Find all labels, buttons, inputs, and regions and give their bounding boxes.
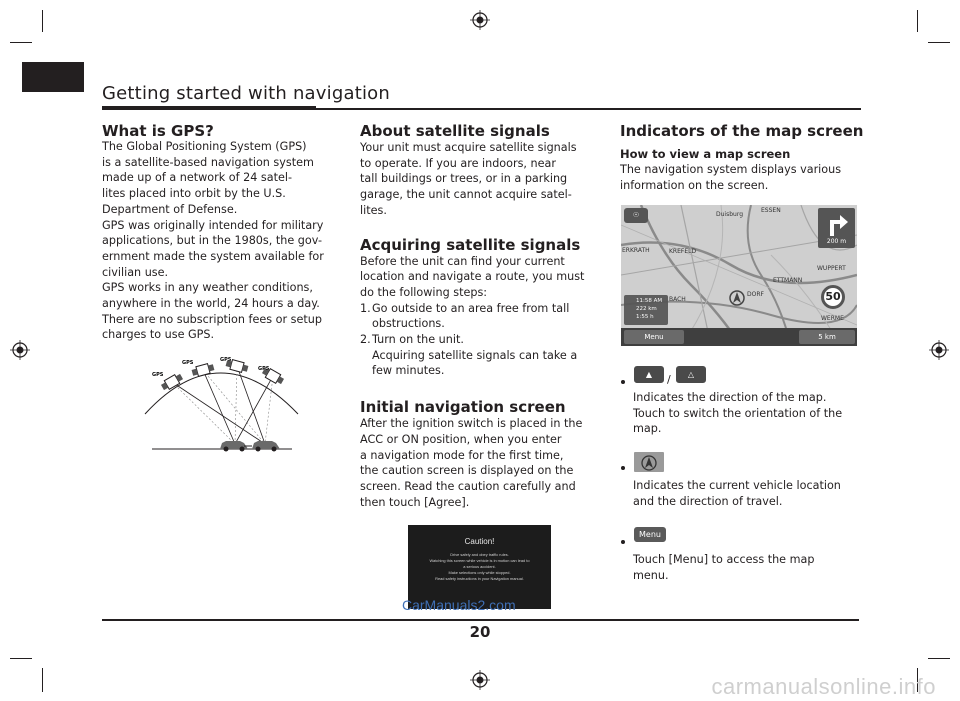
body-line: and the direction of travel. bbox=[633, 494, 783, 508]
body-line: a navigation mode for the first time, bbox=[360, 448, 564, 462]
step-number: 2. bbox=[360, 333, 371, 347]
step-number: 1. bbox=[360, 301, 371, 315]
footer-rule bbox=[102, 619, 859, 621]
crop-mark bbox=[928, 42, 950, 43]
crop-mark bbox=[917, 10, 918, 32]
turn-distance: 200 m bbox=[826, 238, 847, 245]
caution-line: a serious accident. bbox=[463, 564, 496, 569]
car-icon bbox=[252, 441, 280, 452]
crop-mark bbox=[10, 42, 32, 43]
map-place-label: Duisburg bbox=[716, 211, 743, 218]
registration-mark-icon bbox=[10, 340, 30, 360]
satellite-section bbox=[360, 122, 604, 510]
gps-label: GPS bbox=[220, 357, 232, 363]
body-line: few minutes. bbox=[372, 364, 445, 378]
menu-button-icon: Menu bbox=[634, 527, 666, 542]
map-place-label: DORF bbox=[747, 291, 764, 298]
chapter-tab bbox=[22, 62, 84, 92]
section-heading: Initial navigation screen bbox=[360, 398, 566, 417]
crop-mark bbox=[42, 10, 43, 32]
map-place-label: WERME bbox=[821, 315, 844, 322]
body-line: Acquiring satellite signals can take a bbox=[372, 348, 578, 362]
body-line: Turn on the unit. bbox=[372, 333, 464, 347]
crop-mark bbox=[42, 668, 43, 692]
map-place-label: ESSEN bbox=[761, 207, 781, 214]
body-line: ernment made the system available for bbox=[102, 249, 324, 263]
body-line: map. bbox=[633, 422, 662, 436]
body-line: charges to use GPS. bbox=[102, 328, 215, 342]
body-line: Before the unit can find your current bbox=[360, 254, 565, 268]
caution-line: Watching this screen while vehicle is in motion can lead to bbox=[429, 558, 530, 563]
remaining-distance: 222 km bbox=[636, 306, 657, 312]
vehicle-location-icon bbox=[634, 452, 664, 472]
trip-info-panel bbox=[624, 295, 668, 325]
body-line: After the ignition switch is placed in the bbox=[360, 417, 583, 431]
bullet-description bbox=[633, 478, 863, 509]
turn-right-arrow-icon bbox=[818, 208, 855, 238]
section-heading: About satellite signals bbox=[360, 122, 550, 140]
turn-guidance-panel bbox=[818, 208, 855, 248]
body-line: Indicates the direction of the map. bbox=[633, 391, 827, 404]
body-line: The Global Positioning System (GPS) bbox=[102, 140, 307, 153]
body-line: Department of Defense. bbox=[102, 202, 238, 216]
bullet bbox=[621, 380, 625, 384]
section-heading: Acquiring satellite signals bbox=[360, 235, 581, 254]
satellite-icon bbox=[192, 364, 215, 377]
chapter-title: Getting started with navigation bbox=[102, 83, 390, 104]
compass-icon: ☉ bbox=[632, 211, 640, 219]
body-line: screen. Read the caution carefully and bbox=[360, 479, 576, 493]
map-orientation-button[interactable] bbox=[624, 208, 648, 223]
heading-up-icon: △ bbox=[676, 366, 706, 383]
caution-text bbox=[408, 552, 551, 582]
body-line: tall buildings or trees, or in a parking bbox=[360, 172, 568, 186]
caution-title: Caution! bbox=[464, 537, 495, 546]
body-line: lites placed into orbit by the U.S. bbox=[102, 187, 286, 201]
section-heading: What is GPS? bbox=[102, 122, 214, 140]
body-line: the caution screen is displayed on the bbox=[360, 464, 574, 478]
map-indicators-section bbox=[620, 122, 864, 193]
caution-line: Drive safely and obey traffic rules. bbox=[450, 552, 509, 557]
map-place-label: ETTMANN bbox=[773, 277, 803, 284]
clock-time: 11:58 AM bbox=[636, 298, 663, 304]
body-line: garage, the unit cannot acquire satel- bbox=[360, 188, 572, 202]
eta: 1:55 h bbox=[636, 314, 654, 320]
registration-mark-icon bbox=[470, 670, 490, 690]
body-line: to operate. If you are indoors, near bbox=[360, 156, 556, 170]
body-line: then touch [Agree]. bbox=[360, 495, 470, 509]
header-rule bbox=[316, 108, 861, 110]
body-line: Touch [Menu] to access the map bbox=[633, 553, 815, 566]
vehicle-position-icon bbox=[729, 289, 745, 307]
body-line: civilian use. bbox=[102, 265, 169, 279]
body-line: menu. bbox=[633, 568, 669, 582]
map-place-label: BACH bbox=[669, 296, 686, 303]
map-screen-image bbox=[621, 205, 857, 346]
body-line: GPS works in any weather conditions, bbox=[102, 281, 313, 295]
body-line: Your unit must acquire satellite signals bbox=[360, 141, 577, 154]
caution-line: Read safety instructions in your Navigation manual. bbox=[435, 576, 524, 581]
body-line: lites. bbox=[360, 203, 387, 217]
gps-section bbox=[102, 122, 342, 343]
car-icon bbox=[220, 441, 248, 452]
step-item bbox=[360, 301, 604, 332]
body-line: is a satellite-based navigation system bbox=[102, 155, 314, 169]
section-heading: Indicators of the map screen bbox=[620, 122, 864, 140]
caution-line: Make selections only while stopped. bbox=[448, 570, 511, 575]
gps-label: GPS bbox=[258, 366, 270, 372]
body-line: made up of a network of 24 satel- bbox=[102, 171, 293, 185]
speed-limit-sign: 50 bbox=[821, 285, 845, 309]
body-line: location and navigate a route, you must bbox=[360, 270, 585, 284]
body-line: do the following steps: bbox=[360, 285, 488, 299]
body-line: ACC or ON position, when you enter bbox=[360, 432, 562, 446]
bullet-description bbox=[633, 390, 863, 437]
page-number: 20 bbox=[469, 623, 491, 641]
map-menu-button[interactable]: Menu bbox=[624, 330, 684, 344]
north-up-icon: ▲ bbox=[634, 366, 664, 383]
body-line: information on the screen. bbox=[620, 178, 769, 192]
gps-label: GPS bbox=[152, 372, 164, 378]
map-place-label: ERKRATH bbox=[622, 247, 650, 254]
body-line: There are no subscription fees or setup bbox=[102, 312, 322, 326]
registration-mark-icon bbox=[470, 10, 490, 30]
subheading: How to view a map screen bbox=[620, 147, 791, 161]
crop-mark bbox=[928, 658, 950, 659]
body-line: GPS was originally intended for military bbox=[102, 218, 324, 232]
step-item bbox=[360, 332, 604, 379]
site-watermark: carmanualsonline.info bbox=[711, 674, 936, 699]
body-line: Go outside to an area free from tall bbox=[372, 301, 570, 315]
bullet-description bbox=[633, 552, 863, 583]
body-line: The navigation system displays various bbox=[620, 163, 842, 176]
map-scale: 5 km bbox=[799, 330, 855, 344]
site-watermark: CarManuals2.com bbox=[402, 597, 516, 613]
gps-satellite-illustration bbox=[140, 352, 305, 454]
map-place-label: WUPPERT bbox=[817, 265, 846, 272]
gps-label: GPS bbox=[182, 360, 194, 366]
crop-mark bbox=[10, 658, 32, 659]
body-line: Indicates the current vehicle location bbox=[633, 479, 841, 492]
body-line: anywhere in the world, 24 hours a day. bbox=[102, 297, 320, 311]
separator: / bbox=[667, 373, 671, 386]
map-place-label: KREFELD bbox=[669, 248, 697, 255]
bullet bbox=[621, 466, 625, 470]
bullet bbox=[621, 540, 625, 544]
satellite-icon bbox=[161, 374, 183, 390]
body-line: obstructions. bbox=[372, 317, 445, 331]
body-line: applications, but in the 1980s, the gov- bbox=[102, 234, 323, 248]
registration-mark-icon bbox=[929, 340, 949, 360]
header-rule bbox=[102, 106, 316, 110]
body-line: Touch to switch the orientation of the bbox=[633, 406, 843, 420]
